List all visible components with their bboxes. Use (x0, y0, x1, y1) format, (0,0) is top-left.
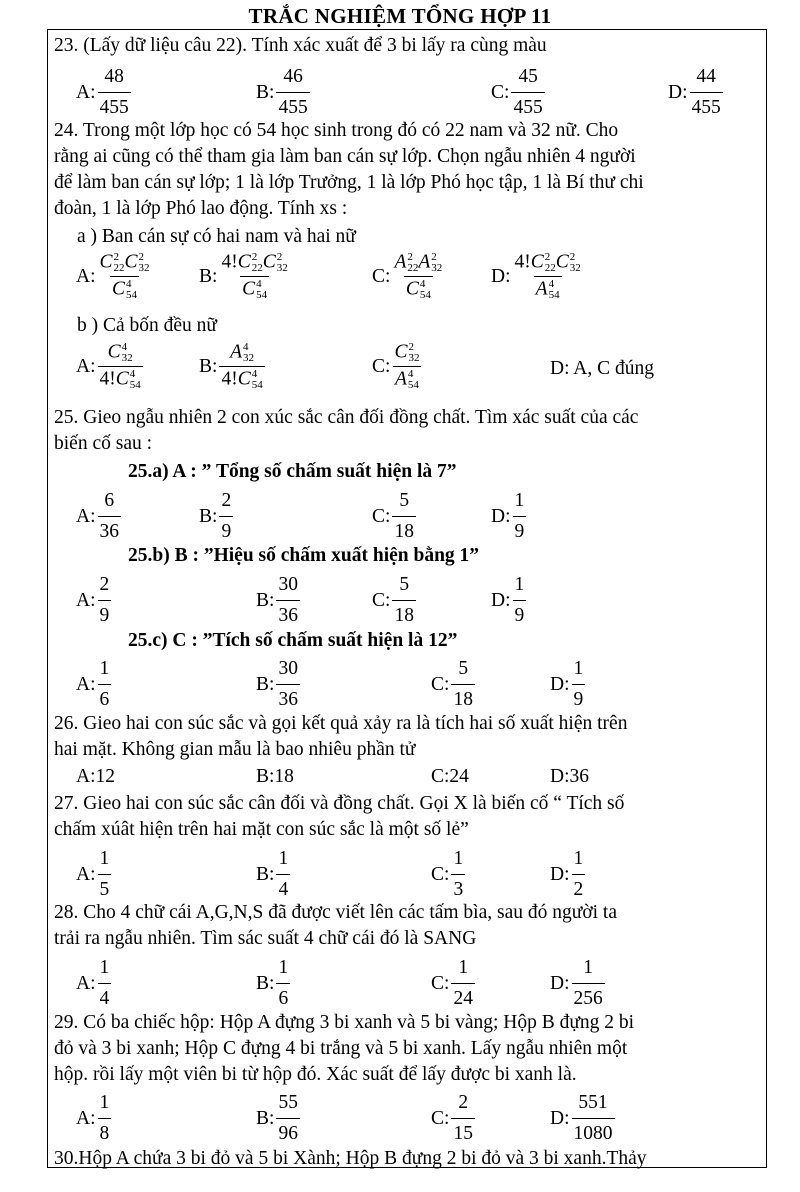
q25c-option-a: A: $\frac{1}{6}$ (76, 656, 111, 713)
q24b-option-c: C: C 2 32 A 4 54 (372, 341, 420, 391)
q25b-option-d: D: $\frac{1}{9}$ (491, 572, 526, 629)
q23-option-a: A: $\frac{48}{455}$ (76, 64, 131, 121)
q24b-option-a: A: C 4 32 4!C 4 54 (76, 341, 141, 391)
q27-option-d: D: $\frac{1}{2}$ (550, 846, 585, 903)
q25a-option-a: A: $\frac{6}{36}$ (76, 488, 121, 545)
q23-text: 23. (Lấy dữ liệu câu 22). Tính xác xuất để 3 bi lấy ra cùng màu (54, 35, 547, 56)
q29-option-a: A: $\frac{1}{8}$ (76, 1090, 111, 1147)
q26-option-b: B:18 (256, 766, 294, 787)
q25b-option-c: C: $\frac{5}{18}$ (372, 572, 416, 629)
q28-option-d: D: $\frac{1}{256}$ (550, 955, 605, 1012)
q24a-option-a: A: C 2 22 C 2 32 C 4 54 (76, 251, 150, 301)
q28-option-a: A: $\frac{1}{4}$ (76, 955, 111, 1012)
q24b-option-d: D: A, C đúng (550, 358, 655, 379)
q25b-option-a: A: $\frac{2}{9}$ (76, 572, 111, 629)
q27-line-2: chấm xúât hiện trên hai mặt con súc sắc là một số lẻ” (54, 819, 469, 840)
q24a-option-b: B: 4!C 2 22 C 2 32 C 4 54 (199, 251, 288, 301)
q26-option-c: C:24 (431, 766, 469, 787)
q26-line-2: hai mặt. Không gian mẫu là bao nhiêu phần tử (54, 739, 416, 760)
q25a-option-b: B: $\frac{2}{9}$ (199, 488, 233, 545)
q30-text: 30.Hộp A chứa 3 bi đỏ và 5 bi Xành; Hộp B đựng 2 bi đỏ và 3 bi xanh.Thảy (54, 1148, 647, 1169)
q26-option-d: D:36 (550, 766, 589, 787)
q25c-option-d: D: $\frac{1}{9}$ (550, 656, 585, 713)
q27-option-b: B: $\frac{1}{4}$ (256, 846, 290, 903)
q26-option-a: A:12 (76, 766, 115, 787)
q29-option-c: C: $\frac{2}{15}$ (431, 1090, 475, 1147)
q23-option-c: C: $\frac{45}{455}$ (491, 64, 545, 121)
q25a-option-c: C: $\frac{5}{18}$ (372, 488, 416, 545)
q29-line-2: đỏ và 3 bi xanh; Hộp C đựng 4 bi trắng và 5 bi xanh. Lấy ngẫu nhiên một (54, 1038, 628, 1059)
q24-part-b: b ) Cả bốn đều nữ (77, 315, 218, 336)
q29-option-b: B: $\frac{55}{96}$ (256, 1090, 300, 1147)
q25-line-2: biến cố sau : (54, 433, 153, 454)
q26-line-1: 26. Gieo hai con súc sắc và gọi kết quả xảy ra là tích hai số xuất hiện trên (54, 713, 628, 734)
q29-option-d: D: $\frac{551}{1080}$ (550, 1090, 615, 1147)
q25b-option-b: B: $\frac{30}{36}$ (256, 572, 300, 629)
q25c-option-c: C: $\frac{5}{18}$ (431, 656, 475, 713)
q24-line-4: đoàn, 1 là lớp Phó lao động. Tính xs : (54, 198, 348, 219)
q25-line-1: 25. Gieo ngẫu nhiên 2 con xúc sắc cân đối đồng chất. Tìm xác suất của các (54, 407, 639, 428)
q24-part-a: a ) Ban cán sự có hai nam và hai nữ (77, 226, 356, 247)
page-title: TRẮC NGHIỆM TỔNG HỢP 11 (248, 4, 552, 28)
q29-line-1: 29. Có ba chiếc hộp: Hộp A đựng 3 bi xanh và 5 bi vàng; Hộp B đựng 2 bi (54, 1012, 635, 1033)
q25a-option-d: D: $\frac{1}{9}$ (491, 488, 526, 545)
q24-line-1: 24. Trong một lớp học có 54 học sinh trong đó có 22 nam và 32 nữ. Cho (54, 120, 619, 141)
q25b-title: 25.b) B : ”Hiệu số chấm xuất hiện bằng 1” (128, 545, 480, 566)
q25a-title: 25.a) A : ” Tổng số chấm suất hiện là 7” (128, 461, 457, 482)
q28-option-b: B: $\frac{1}{6}$ (256, 955, 290, 1012)
q24-line-3: để làm ban cán sự lớp; 1 là lớp Trưởng, 1 là lớp Phó học tập, 1 là Bí thư chi (54, 172, 644, 193)
q24-line-2: rằng ai cũng có thể tham gia làm ban cán sự lớp. Chọn ngẫu nhiên 4 người (54, 146, 636, 167)
q27-option-c: C: $\frac{1}{3}$ (431, 846, 465, 903)
q27-line-1: 27. Gieo hai con súc sắc cân đối và đồng chất. Gọi X là biến cố “ Tích số (54, 793, 625, 814)
q24a-option-c: C: A 2 22 A 2 32 C 4 54 (372, 251, 443, 301)
q28-line-1: 28. Cho 4 chữ cái A,G,N,S đã được viết lên các tấm bìa, sau đó người ta (54, 902, 617, 923)
q24b-option-b: B: A 4 32 4!C 4 54 (199, 341, 263, 391)
q28-line-2: trải ra ngẫu nhiên. Tìm sác suất 4 chữ cái đó là SANG (54, 928, 477, 949)
q25c-title: 25.c) C : ”Tích số chấm suất hiện là 12” (128, 630, 458, 651)
q28-option-c: C: $\frac{1}{24}$ (431, 955, 475, 1012)
q23-option-d: D: $\frac{44}{455}$ (668, 64, 723, 121)
q25c-option-b: B: $\frac{30}{36}$ (256, 656, 300, 713)
q24a-option-d: D: 4!C 2 22 C 2 32 A 4 54 (491, 251, 581, 301)
q29-line-3: hộp. rồi lấy một viên bi từ hộp đó. Xác suất để lấy được bi xanh là. (54, 1064, 577, 1085)
q23-option-b: B: $\frac{46}{455}$ (256, 64, 310, 121)
q27-option-a: A: $\frac{1}{5}$ (76, 846, 111, 903)
